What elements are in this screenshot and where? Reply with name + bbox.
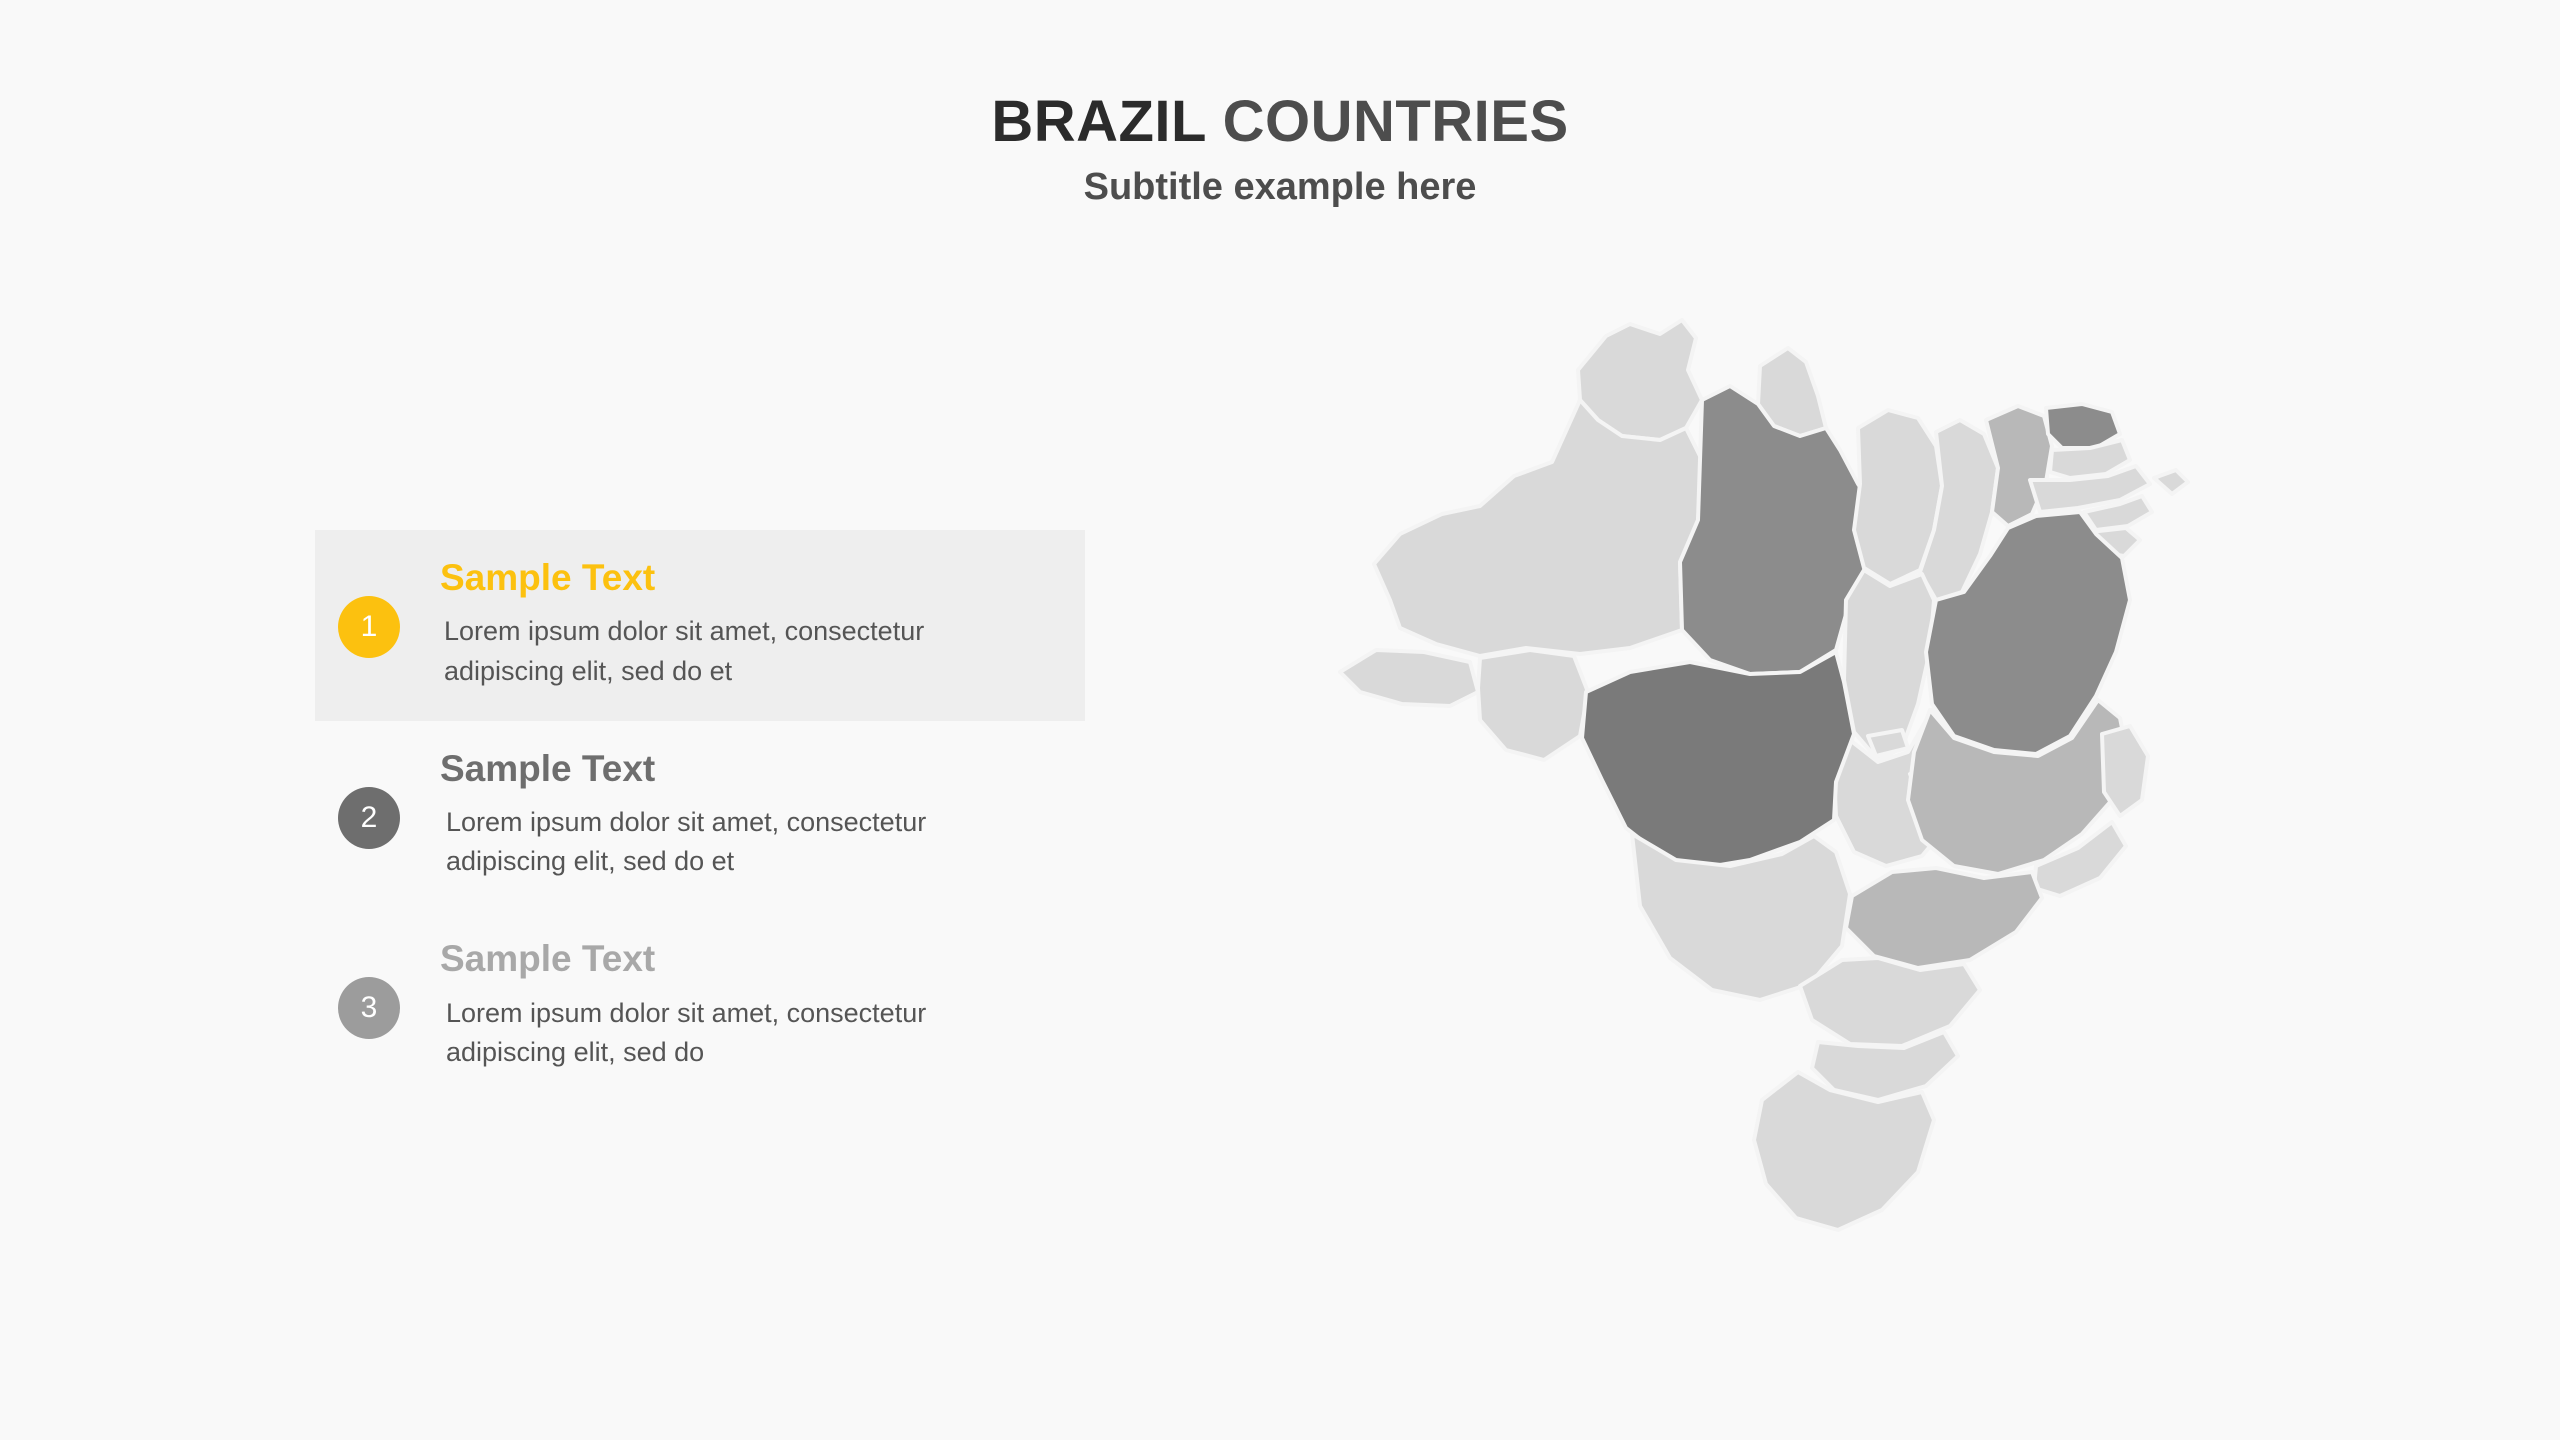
title-strong: BRAZIL	[991, 89, 1206, 154]
region-acre[interactable]	[1340, 650, 1478, 706]
list-item[interactable]	[315, 721, 1085, 912]
title-light: COUNTRIES	[1222, 89, 1569, 154]
list-item-badge: 2	[338, 787, 400, 849]
region-amazonas[interactable]	[1374, 400, 1702, 656]
region-espirito-santo[interactable]	[2102, 726, 2148, 816]
list-item-badge: 1	[338, 596, 400, 658]
list-item-description: Lorem ipsum dolor sit amet, consectetur adipiscing elit, sed do et	[444, 616, 925, 686]
header	[0, 90, 2560, 209]
region-rondonia[interactable]	[1478, 650, 1588, 760]
page-subtitle: Subtitle example here	[1083, 165, 1477, 208]
sample-text-list	[315, 530, 1085, 1102]
list-item[interactable]	[315, 911, 1085, 1102]
list-item-title: Sample Text	[440, 557, 656, 598]
list-item-description: Lorem ipsum dolor sit amet, consectetur adipiscing elit, sed do et	[446, 807, 927, 877]
list-item[interactable]	[315, 530, 1085, 721]
region-detail-island	[2154, 470, 2188, 494]
list-item-description: Lorem ipsum dolor sit amet, consectetur adipiscing elit, sed do	[446, 997, 927, 1067]
region-parana[interactable]	[1800, 958, 1980, 1046]
region-sao-paulo[interactable]	[1846, 868, 2042, 968]
page-title	[0, 90, 2560, 154]
list-item-badge: 3	[338, 977, 400, 1039]
region-rio-grande-do-sul[interactable]	[1754, 1072, 1934, 1230]
brazil-map	[1330, 300, 2450, 1380]
list-item-title: Sample Text	[440, 938, 656, 980]
list-item-title: Sample Text	[440, 747, 656, 789]
